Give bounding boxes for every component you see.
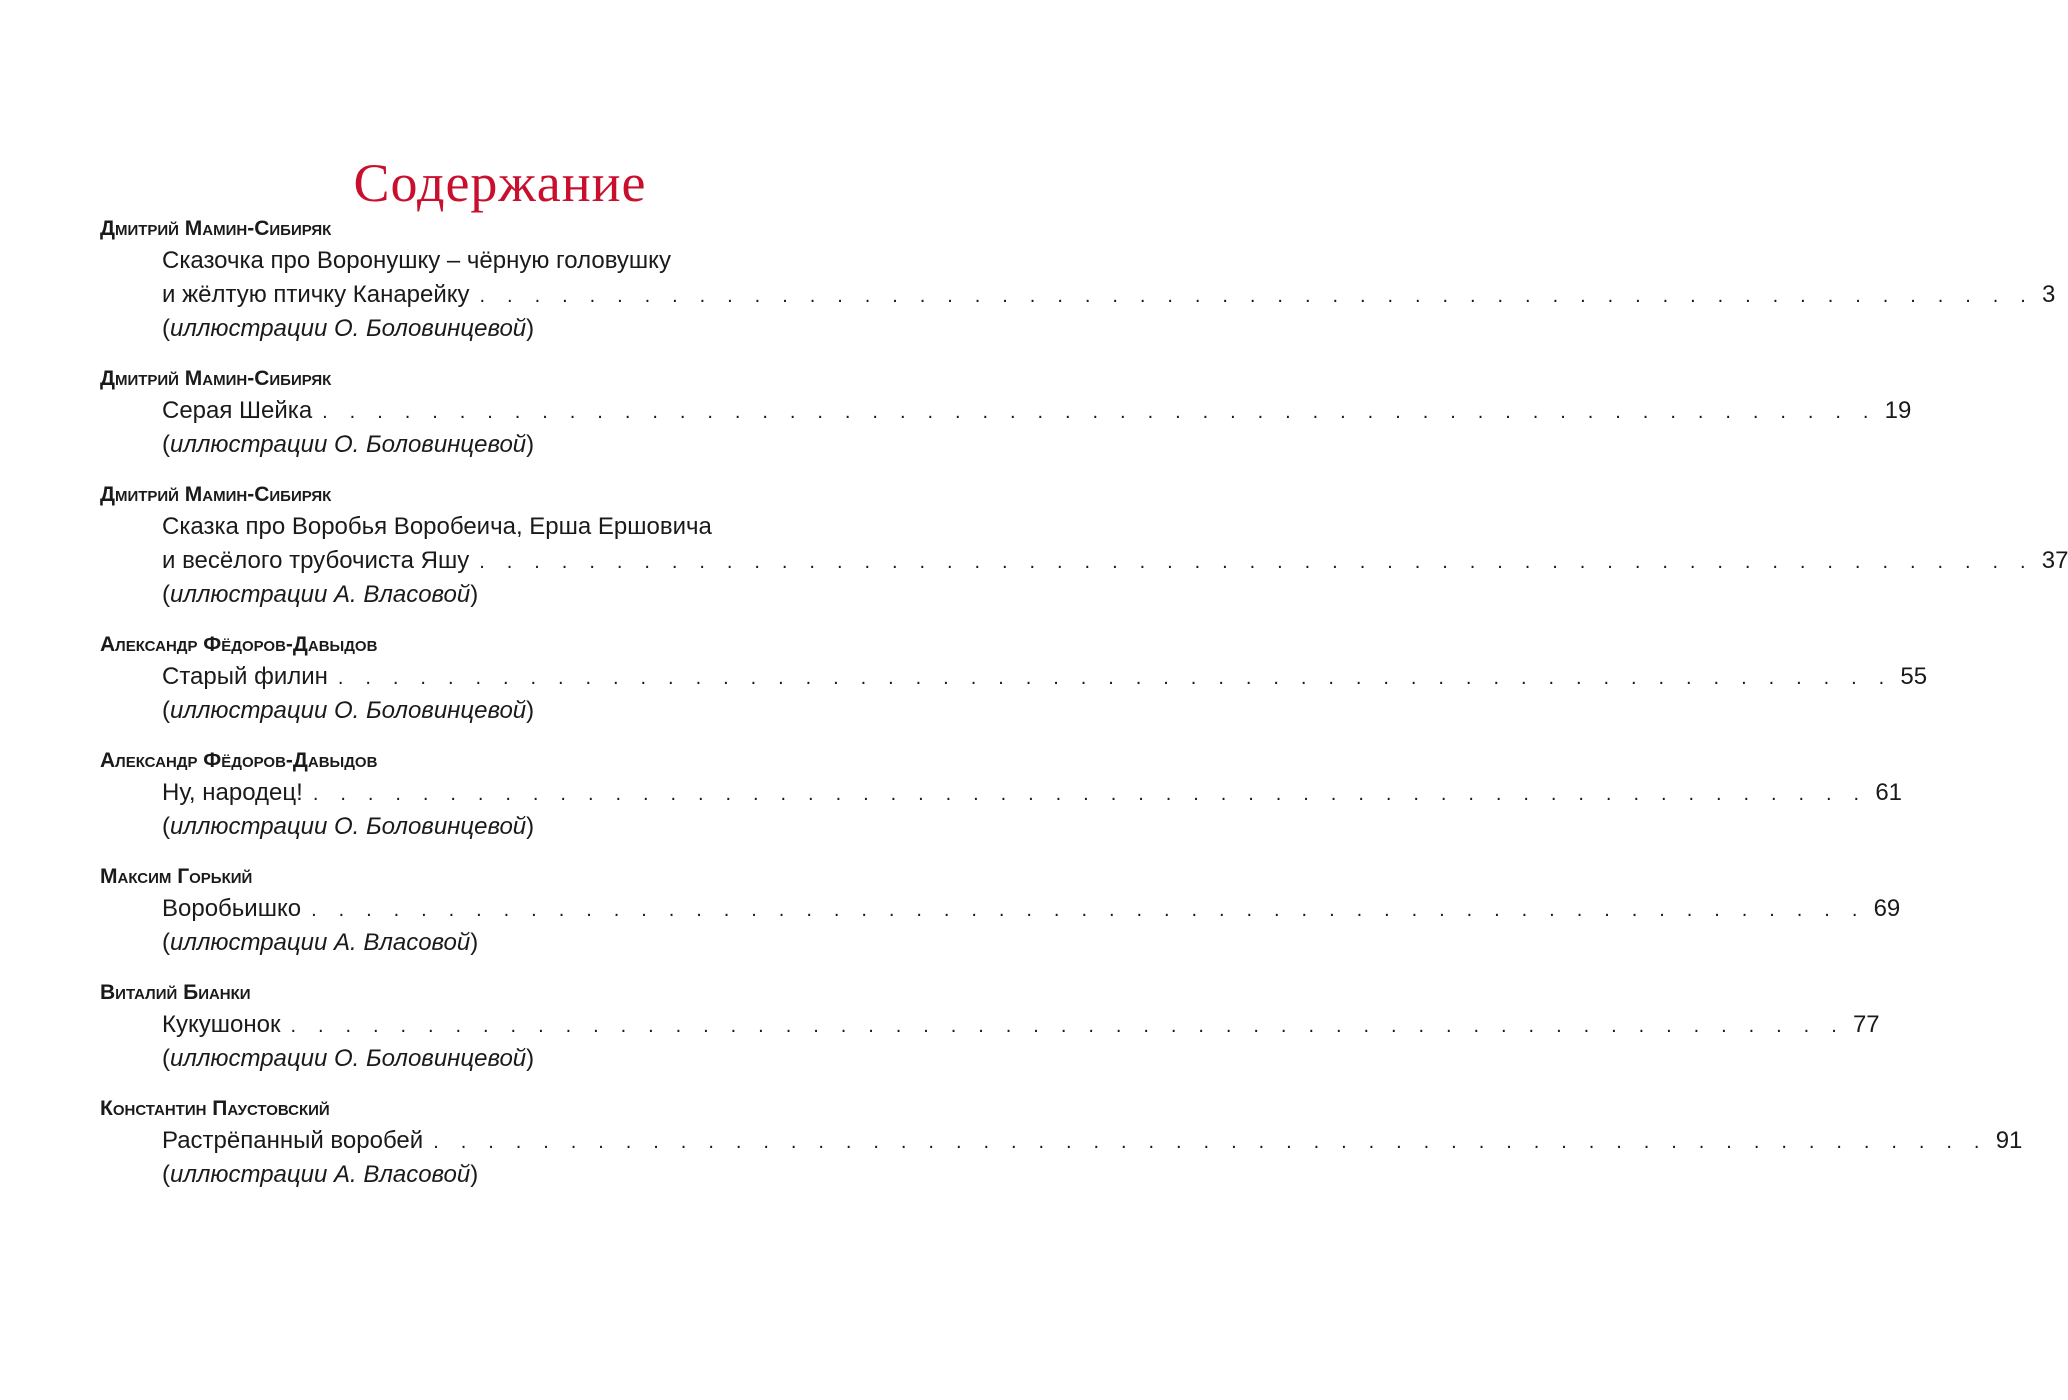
toc-illustrator-text: иллюстрации О. Боловинцевой bbox=[170, 1045, 527, 1072]
toc-entry[interactable] bbox=[100, 480, 2068, 612]
dot-leader: . . . . . . . . . . . . . . . . . . . . . . . . . . . . . . . . . . . . . . . . . . . . . . . . . . . . . . . . . bbox=[479, 285, 2035, 307]
toc-illustrator: (иллюстрации А. Власовой) bbox=[162, 1161, 479, 1188]
toc-title: Кукушонок bbox=[162, 1011, 281, 1038]
toc-work bbox=[162, 776, 1903, 844]
toc-illustrator-text: иллюстрации А. Власовой bbox=[170, 929, 471, 956]
toc-work bbox=[162, 394, 1912, 462]
toc-entry[interactable] bbox=[100, 978, 1880, 1076]
page-title: Содержание bbox=[353, 153, 647, 214]
toc-work bbox=[162, 660, 1928, 728]
toc-work bbox=[162, 244, 2056, 346]
dot-leader: . . . . . . . . . . . . . . . . . . . . . . . . . . . . . . . . . . . . . . . . . . . . . . . . . . . . . . . . . bbox=[312, 783, 1868, 805]
toc-page-number: 19 bbox=[1884, 397, 1912, 424]
toc-work bbox=[162, 1008, 1880, 1076]
toc-entry[interactable] bbox=[100, 746, 1903, 844]
toc-illustrator: (иллюстрации О. Боловинцевой) bbox=[162, 1045, 535, 1072]
toc-title: Старый филин bbox=[162, 663, 328, 690]
toc-title-line: Сказка про Воробья Воробеича, Ерша Ершовича bbox=[162, 513, 712, 540]
toc-illustrator-text: иллюстрации О. Боловинцевой bbox=[170, 431, 527, 458]
toc-illustrator-text: иллюстрации А. Власовой bbox=[170, 1161, 471, 1188]
toc-title: Растрёпанный воробей bbox=[162, 1127, 424, 1154]
toc-page-number: 55 bbox=[1900, 663, 1928, 690]
toc-title-row bbox=[162, 776, 1903, 810]
toc-illustrator: (иллюстрации А. Власовой) bbox=[162, 929, 479, 956]
dot-leader: . . . . . . . . . . . . . . . . . . . . . . . . . . . . . . . . . . . . . . . . . . . . . . . . . . . . . . . . . bbox=[290, 1015, 1845, 1037]
toc-entry[interactable] bbox=[100, 630, 1928, 728]
dot-leader: . . . . . . . . . . . . . . . . . . . . . . . . . . . . . . . . . . . . . . . . . . . . . . . . . . . . . . . . . bbox=[479, 551, 2034, 573]
toc-entry[interactable] bbox=[100, 862, 1901, 960]
toc-title-row bbox=[162, 1124, 2023, 1158]
dot-leader: . . . . . . . . . . . . . . . . . . . . . . . . . . . . . . . . . . . . . . . . . . . . . . . . . . . . . . . . . bbox=[433, 1131, 1988, 1153]
toc-entry[interactable] bbox=[100, 1094, 2023, 1192]
dot-leader: . . . . . . . . . . . . . . . . . . . . . . . . . . . . . . . . . . . . . . . . . . . . . . . . . . . . . . . . . bbox=[311, 899, 1866, 921]
toc-illustrator: (иллюстрации А. Власовой) bbox=[162, 581, 479, 608]
toc-title-row bbox=[162, 544, 2068, 578]
toc-author: Александр Фёдоров-Давыдов bbox=[100, 749, 378, 772]
table-of-contents bbox=[100, 214, 2068, 1192]
toc-illustrator-text: иллюстрации О. Боловинцевой bbox=[170, 813, 527, 840]
toc-title-line: Сказочка про Воронушку – чёрную головушку bbox=[162, 247, 671, 274]
toc-entry[interactable] bbox=[100, 214, 2056, 346]
toc-author: Александр Фёдоров-Давыдов bbox=[100, 633, 378, 656]
toc-title: и жёлтую птичку Канарейку bbox=[162, 281, 470, 308]
toc-illustrator-text: иллюстрации О. Боловинцевой bbox=[170, 697, 527, 724]
toc-author: Дмитрий Мамин-Сибиряк bbox=[100, 217, 332, 240]
toc-title-row bbox=[162, 394, 1912, 428]
toc-author: Дмитрий Мамин-Сибиряк bbox=[100, 483, 332, 506]
toc-author: Максим Горький bbox=[100, 865, 253, 888]
toc-illustrator: (иллюстрации О. Боловинцевой) bbox=[162, 431, 535, 458]
dot-leader: . . . . . . . . . . . . . . . . . . . . . . . . . . . . . . . . . . . . . . . . . . . . . . . . . . . . . . . . . bbox=[337, 667, 1893, 689]
toc-illustrator: (иллюстрации О. Боловинцевой) bbox=[162, 697, 535, 724]
dot-leader: . . . . . . . . . . . . . . . . . . . . . . . . . . . . . . . . . . . . . . . . . . . . . . . . . . . . . . . . . bbox=[322, 401, 1877, 423]
toc-work bbox=[162, 510, 2068, 612]
toc-entry[interactable] bbox=[100, 364, 1912, 462]
toc-title: Ну, народец! bbox=[162, 779, 303, 806]
toc-page-number: 3 bbox=[2042, 281, 2056, 308]
toc-title-row bbox=[162, 892, 1901, 926]
toc-title-row bbox=[162, 1008, 1880, 1042]
toc-page-number: 77 bbox=[1852, 1011, 1880, 1038]
toc-work bbox=[162, 1124, 2023, 1192]
toc-title-row bbox=[162, 278, 2056, 312]
toc-page-number: 61 bbox=[1875, 779, 1903, 806]
toc-page-number: 91 bbox=[1995, 1127, 2023, 1154]
toc-title-row bbox=[162, 660, 1928, 694]
toc-author: Константин Паустовский bbox=[100, 1097, 330, 1120]
toc-illustrator: (иллюстрации О. Боловинцевой) bbox=[162, 315, 535, 342]
toc-title: Воробьишко bbox=[162, 895, 302, 922]
toc-page-number: 37 bbox=[2041, 547, 2068, 574]
toc-title: и весёлого трубочиста Яшу bbox=[162, 547, 470, 574]
toc-page-number: 69 bbox=[1873, 895, 1901, 922]
toc-illustrator: (иллюстрации О. Боловинцевой) bbox=[162, 813, 535, 840]
toc-author: Виталий Бианки bbox=[100, 981, 251, 1004]
toc-author: Дмитрий Мамин-Сибиряк bbox=[100, 367, 332, 390]
toc-title: Серая Шейка bbox=[162, 397, 313, 424]
toc-work bbox=[162, 892, 1901, 960]
toc-illustrator-text: иллюстрации А. Власовой bbox=[170, 581, 471, 608]
toc-illustrator-text: иллюстрации О. Боловинцевой bbox=[170, 315, 527, 342]
